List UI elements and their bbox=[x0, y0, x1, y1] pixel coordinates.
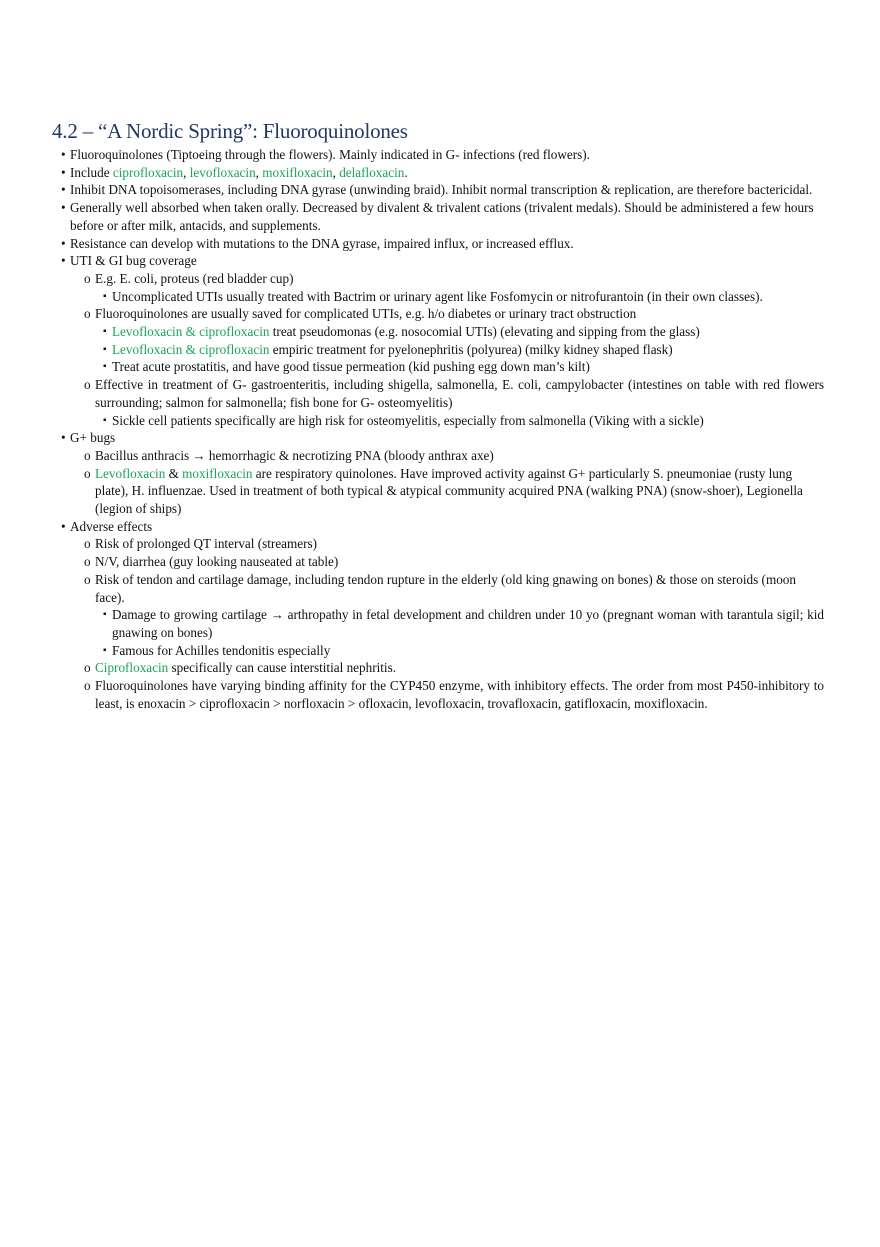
list-item bbox=[52, 429, 824, 447]
list-item-text: Generally well absorbed when taken orally. Decreased by divalent & trivalent cations (trivalent medals). Should be administered a few hours before or after milk, antacids, and supplements. bbox=[70, 200, 814, 233]
list-item bbox=[52, 358, 824, 376]
list-item-text: Uncomplicated UTIs usually treated with Bactrim or urinary agent like Fosfomycin or nitrofurantoin (in their own classes). bbox=[112, 288, 763, 304]
list-item bbox=[52, 606, 824, 641]
list-item bbox=[52, 642, 824, 660]
bullet-marker: o bbox=[84, 377, 91, 393]
bullet-marker: o bbox=[84, 465, 91, 481]
list-item-text: Adverse effects bbox=[70, 518, 153, 534]
list-item bbox=[52, 465, 824, 518]
list-item-text: Resistance can develop with mutations to the DNA gyrase, impaired influx, or increased efflux. bbox=[70, 235, 574, 251]
bullet-marker: o bbox=[84, 554, 91, 570]
bullet-marker: • bbox=[61, 253, 66, 269]
list-item-text: specifically can cause interstitial nephritis. bbox=[168, 660, 397, 676]
list-item-text: Fluoroquinolones have varying binding affinity for the CYP450 enzyme, with inhibitory effects. The order from most P450-inhibitory to least, is enoxacin > ciprofloxacin > norfloxacin > ofloxacin, levofloxacin, trovafloxacin, gatifloxacin, moxifloxacin. bbox=[95, 678, 824, 711]
list-item-text: G+ bugs bbox=[70, 430, 116, 446]
list-item bbox=[52, 323, 824, 341]
bullet-marker: • bbox=[61, 235, 66, 251]
bullet-marker: ▪ bbox=[103, 361, 107, 373]
list-item bbox=[52, 535, 824, 553]
list-item-text: Sickle cell patients specifically are high risk for osteomyelitis, especially from salmonella (Viking with a sickle) bbox=[112, 412, 704, 428]
list-item-text: Famous for Achilles tendonitis especially bbox=[112, 642, 331, 658]
list-item-text: Include bbox=[70, 164, 113, 180]
list-item bbox=[52, 146, 824, 164]
bullet-marker: o bbox=[84, 536, 91, 552]
bullet-marker: o bbox=[84, 660, 91, 676]
list-item bbox=[52, 199, 824, 234]
list-item bbox=[52, 181, 824, 199]
drug-name: Levofloxacin & ciprofloxacin bbox=[112, 324, 270, 340]
list-item-text: E.g. E. coli, proteus (red bladder cup) bbox=[95, 270, 294, 286]
drug-name: ciprofloxacin bbox=[112, 164, 184, 180]
list-item bbox=[52, 305, 824, 323]
list-item-text: are respiratory quinolones. Have improved activity against G+ particularly S. pneumoniae (rusty lung plate), H. influenzae. Used in treatment of both typical & atypical community acquired PNA (walking PNA) (snow-shoer), Legionella (legion of ships) bbox=[95, 465, 803, 517]
list-item bbox=[52, 235, 824, 253]
list-item-text: Inhibit DNA topoisomerases, including DNA gyrase (unwinding braid). Inhibit normal transcription & replication, are therefore bactericidal. bbox=[70, 182, 813, 198]
drug-name: Levofloxacin & ciprofloxacin bbox=[112, 341, 270, 357]
bullet-marker: ▪ bbox=[103, 343, 107, 355]
drug-name: moxifloxacin bbox=[182, 465, 253, 481]
bullet-marker: ▪ bbox=[103, 326, 107, 338]
list-item bbox=[52, 518, 824, 536]
bullet-marker: ▪ bbox=[103, 290, 107, 302]
bullet-marker: • bbox=[61, 430, 66, 446]
list-item bbox=[52, 252, 824, 270]
bullet-marker: ▪ bbox=[103, 414, 107, 426]
list-item bbox=[52, 412, 824, 430]
list-item bbox=[52, 376, 824, 411]
bullet-marker: • bbox=[61, 518, 66, 534]
page-title: 4.2 – “A Nordic Spring”: Fluoroquinolones bbox=[52, 119, 408, 143]
bullet-marker: o bbox=[84, 270, 91, 286]
list-item-text: & bbox=[165, 465, 183, 481]
bullet-marker: • bbox=[61, 182, 66, 198]
list-item-text: Effective in treatment of G- gastroenteritis, including shigella, salmonella, E. coli, campylobacter (intestines on table with red flowers surrounding; salmon for salmonella; fish bone for G- osteomyelitis) bbox=[95, 377, 824, 410]
list-item-text: Fluoroquinolones (Tiptoeing through the flowers). Mainly indicated in G- infections (red flowers). bbox=[70, 147, 590, 162]
list-item-text: Treat acute prostatitis, and have good tissue permeation (kid pushing egg down man’s kilt) bbox=[112, 359, 590, 375]
bullet-marker: ▪ bbox=[103, 609, 107, 621]
list-item-text: Risk of tendon and cartilage damage, including tendon rupture in the elderly (old king gnawing on bones) & those on steroids (moon face). bbox=[95, 571, 796, 605]
drug-name: moxifloxacin bbox=[262, 164, 333, 180]
list-item-text: Risk of prolonged QT interval (streamers) bbox=[95, 536, 318, 552]
list-item bbox=[52, 447, 824, 465]
list-item-text: Damage to growing cartilage → arthropathy in fetal development and children under 10 yo (pregnant woman with tarantula sigil; kid gnawing on bones) bbox=[112, 607, 824, 640]
list-item bbox=[52, 677, 824, 712]
list-item-text: UTI & GI bug coverage bbox=[70, 253, 197, 269]
drug-name: Levofloxacin bbox=[95, 465, 166, 481]
list-item-text: Fluoroquinolones are usually saved for complicated UTIs, e.g. h/o diabetes or urinary tract obstruction bbox=[95, 306, 637, 322]
list-item bbox=[52, 659, 824, 677]
bullet-marker: o bbox=[84, 447, 91, 463]
bullet-marker: ▪ bbox=[103, 644, 107, 656]
bullet-marker: • bbox=[61, 200, 66, 216]
list-item-text: treat pseudomonas (e.g. nosocomial UTIs) (elevating and sipping from the glass) bbox=[269, 324, 700, 340]
list-item bbox=[52, 571, 824, 606]
list-item bbox=[52, 270, 824, 288]
list-item bbox=[52, 288, 824, 306]
list-item: • Include ciprofloxacin, levofloxacin, moxifloxacin, delafloxacin. bbox=[61, 164, 408, 180]
bullet-marker: o bbox=[84, 306, 91, 322]
list-item-text: Bacillus anthracis → hemorrhagic & necrotizing PNA (bloody anthrax axe) bbox=[95, 447, 494, 463]
list-item bbox=[52, 341, 824, 359]
list-item-text: N/V, diarrhea (guy looking nauseated at table) bbox=[95, 554, 339, 570]
bullet-marker: • bbox=[61, 164, 66, 180]
bullet-marker: o bbox=[84, 571, 91, 587]
document-page bbox=[52, 117, 824, 713]
bullet-marker: o bbox=[84, 678, 91, 694]
bullet-list bbox=[52, 146, 824, 713]
bullet-marker: • bbox=[61, 147, 66, 162]
list-item-text: empiric treatment for pyelonephritis (polyurea) (milky kidney shaped flask) bbox=[269, 341, 673, 357]
drug-name: Ciprofloxacin bbox=[95, 660, 169, 676]
drug-name: levofloxacin bbox=[189, 164, 256, 180]
list-item bbox=[52, 553, 824, 571]
drug-name: delafloxacin bbox=[339, 164, 405, 180]
